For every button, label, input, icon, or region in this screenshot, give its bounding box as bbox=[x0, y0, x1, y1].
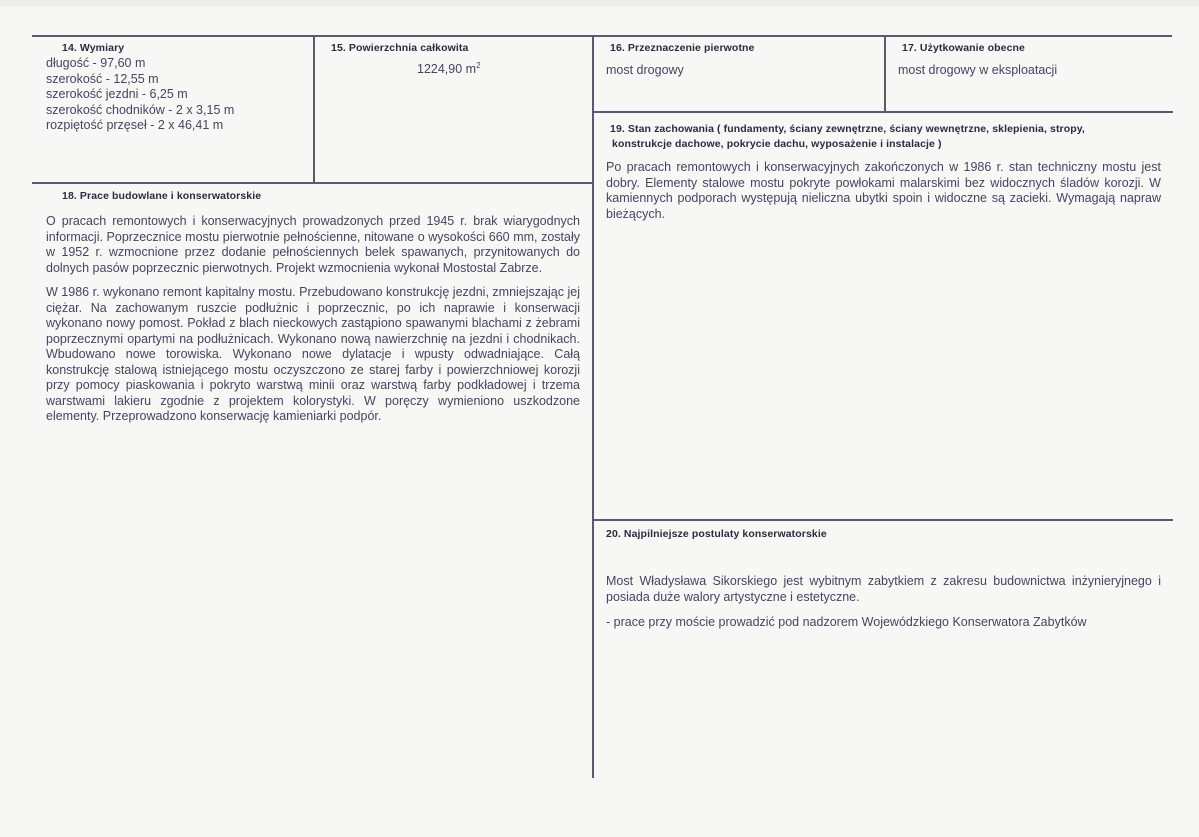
section-original-purpose bbox=[606, 41, 878, 79]
divider-row-19 bbox=[593, 111, 1173, 113]
construction-works-paragraph: W 1986 r. wykonano remont kapitalny mostu. Przebudowano konstrukcję jezdni, zmniejszając jej ciężar. Na zachowanym ruszcie podłużnic i poprzecznic, po ich naprawie i konserwacji wykonano nowy pomost. Pokład z blach nieckowych zastąpiono spawanymi blachami z żebrami poprzecznymi opartymi na podłużnicach. Wykonano nową nawierzchnię na jezdni i chodnikach. Wbudowano nowe torowiska. Wykonano nowe dylatacje i wpusty odwadniające. Całą konstrukcję stalową istniejącego mostu oczyszczono ze starej farby i powierzchniowej korozji przy pomocy piaskowania i pokryto warstwą minii oraz warstwą farby podkładowej i trzema warstwami lakieru zgodnie z projektem kolorystyki. W poręczy wymieniono uszkodzone elementy. Przeprowadzono konserwację kamieniarki podpór. bbox=[46, 285, 580, 423]
section-current-use bbox=[898, 41, 1168, 79]
total-area-value bbox=[417, 62, 586, 78]
section-original-purpose-title: 16. Przeznaczenie pierwotne bbox=[610, 42, 755, 54]
current-use-value: most drogowy w eksploatacji bbox=[898, 63, 1058, 77]
dimension-width: szerokość - 12,55 m bbox=[46, 71, 159, 86]
section-construction-works-title: 18. Prace budowlane i konserwatorskie bbox=[62, 190, 262, 202]
main-vertical-divider bbox=[592, 36, 594, 778]
section-dimensions-title: 14. Wymiary bbox=[62, 42, 125, 54]
section-condition-title-line2: konstrukcje dachowe, pokrycie dachu, wyposażenie i instalacje ) bbox=[612, 138, 942, 150]
section-total-area bbox=[331, 41, 586, 78]
conservation-postulates-text: Most Władysława Sikorskiego jest wybitnym zabytkiem z zakresu budownictwa inżynieryjnego i posiada duże walory artystyczne i estetyczne. bbox=[606, 574, 1161, 604]
conservation-postulates-note: - prace przy moście prowadzić pod nadzorem Wojewódzkiego Konserwatora Zabytków bbox=[606, 615, 1087, 629]
condition-text: Po pracach remontowych i konserwacyjnych zakończonych w 1986 r. stan techniczny mostu jest dobry. Elementy stalowe mostu pokryte powłokami malarskimi bez widocznych śladów korozji. W kamiennych podporach występują nieliczna ubytki spoin i widoczne są zacieki. Wymagają napraw bieżących. bbox=[606, 160, 1161, 221]
dimension-sidewalk-width: szerokość chodników - 2 x 3,15 m bbox=[46, 102, 235, 117]
dimension-length: długość - 97,60 m bbox=[46, 56, 146, 70]
top-border-line bbox=[32, 35, 1172, 37]
original-purpose-value: most drogowy bbox=[606, 63, 684, 77]
divider-row-20 bbox=[593, 519, 1173, 521]
section-construction-works bbox=[46, 189, 580, 434]
divider-16-17 bbox=[884, 36, 886, 112]
section-conservation-postulates bbox=[606, 527, 1161, 640]
dimension-roadway-width: szerokość jezdni - 6,25 m bbox=[46, 87, 188, 101]
dimension-span-length: rozpiętość przęseł - 2 x 46,41 m bbox=[46, 118, 224, 132]
section-dimensions bbox=[46, 41, 306, 134]
total-area-unit-exponent: 2 bbox=[476, 60, 481, 70]
construction-works-paragraph: O pracach remontowych i konserwacyjnych prowadzonych przed 1945 r. brak wiarygodnych informacji. Poprzecznice mostu pierwotnie pełnościenne, nitowane o wysokości 660 mm, zostały w 1952 r. wzmocnione przez dodanie pełnościennych belek spawanych, przynitowanych do dolnych pasów poprzecznic pierwotnych. Projekt wzmocnienia wykonał Mostostal Zabrze. bbox=[46, 214, 580, 275]
card-top-edge bbox=[0, 0, 1199, 6]
total-area-number: 1224,90 m bbox=[417, 62, 477, 76]
section-conservation-postulates-title: 20. Najpilniejsze postulaty konserwatorskie bbox=[606, 528, 827, 540]
section-current-use-title: 17. Użytkowanie obecne bbox=[902, 42, 1025, 54]
divider-14-15 bbox=[313, 36, 315, 182]
section-total-area-title: 15. Powierzchnia całkowita bbox=[331, 42, 469, 54]
section-condition bbox=[606, 122, 1161, 231]
divider-row-18 bbox=[32, 182, 594, 184]
section-condition-title-line1: 19. Stan zachowania ( fundamenty, ściany zewnętrzne, ściany wewnętrzne, sklepienia, stropy, bbox=[610, 123, 1085, 135]
